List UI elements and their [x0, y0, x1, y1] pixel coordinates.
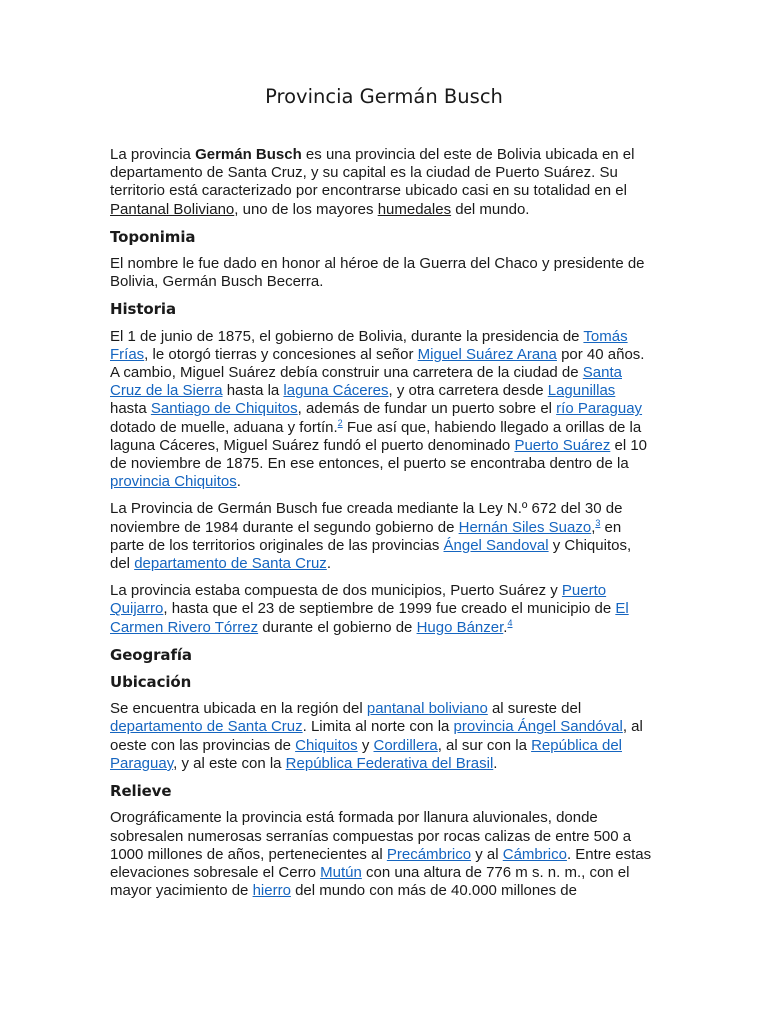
link-republica-federativa-del-brasil[interactable]: República Federativa del Brasil — [285, 754, 494, 772]
link-hierro[interactable]: hierro — [252, 882, 291, 900]
toponimia-paragraph: El nombre le fue dado en honor al héroe de la Guerra del Chaco y presidente de Bolivia, Germán Busch Becerra. — [110, 255, 645, 291]
text-run: y al — [471, 845, 503, 863]
link-republica-del-paraguay[interactable]: República del Paraguay — [110, 736, 622, 772]
text-run: durante el gobierno de — [258, 618, 417, 636]
link-cambrico[interactable]: Cámbrico — [502, 845, 567, 863]
ubicacion-paragraph — [110, 700, 655, 773]
link-puerto-quijarro[interactable]: Puerto Quijarro — [110, 582, 607, 618]
historia-paragraph-2 — [110, 500, 655, 573]
text-run: La provincia — [110, 146, 196, 163]
link-santiago-de-chiquitos[interactable]: Santiago de Chiquitos — [150, 400, 298, 418]
relieve-paragraph — [110, 809, 655, 900]
text-run: . Limita al norte con la — [302, 718, 454, 736]
reference-link[interactable]: 3 — [595, 517, 601, 528]
subsection-heading-ubicacion: Ubicación — [110, 673, 192, 692]
link-hugo-banzer[interactable]: Hugo Bánzer — [416, 618, 504, 636]
text-run: con una altura de 776 m s. n. m., con el mayor yacimiento de — [110, 863, 630, 900]
link-tomas-frias[interactable]: Tomás Frías — [110, 327, 628, 363]
humedales-underlined: humedales — [377, 200, 452, 218]
section-heading-historia: Historia — [110, 300, 176, 319]
link-miguel-suarez-arana[interactable]: Miguel Suárez Arana — [417, 345, 557, 363]
pantanal-underlined: Pantanal Boliviano — [110, 200, 235, 218]
text-run: del mundo con más de 40.000 millones de — [290, 882, 577, 900]
text-run: del mundo. — [451, 200, 530, 218]
link-mutun[interactable]: Mutún — [320, 863, 362, 881]
link-laguna-caceres[interactable]: laguna Cáceres — [283, 382, 389, 400]
text-run: . Entre estas elevaciones sobresale el Cerro — [110, 845, 652, 881]
text-run: y Chiquitos, del — [110, 536, 632, 573]
text-run: . — [503, 618, 508, 636]
page-title: Provincia Germán Busch — [265, 85, 503, 108]
text-run: , le otorgó tierras y concesiones al señor — [144, 345, 418, 363]
link-pantanal-boliviano[interactable]: pantanal boliviano — [366, 700, 488, 718]
article-body — [110, 146, 655, 909]
link-hernan-siles-suazo[interactable]: Hernán Siles Suazo — [458, 518, 592, 536]
section-heading-toponimia: Toponimia — [110, 227, 196, 246]
text-run: . — [493, 754, 498, 772]
link-cordillera[interactable]: Cordillera — [373, 736, 438, 754]
text-run: el 10 de noviembre de 1875. En ese entonces, el puerto se encontraba dentro de la — [110, 436, 648, 473]
intro-paragraph — [110, 146, 655, 219]
text-run: al sureste del — [487, 700, 582, 718]
link-angel-sandoval[interactable]: Ángel Sandoval — [443, 536, 549, 554]
text-run: , uno de los mayores — [234, 200, 378, 218]
text-run: dotado de muelle, aduana y fortín. — [110, 418, 338, 436]
province-name-bold: Germán Busch — [195, 146, 302, 163]
reference-superscript — [507, 618, 512, 628]
text-run: , además de fundar un puerto sobre el — [297, 400, 557, 418]
link-puerto-suarez[interactable]: Puerto Suárez — [514, 436, 611, 454]
link-lagunillas[interactable]: Lagunillas — [547, 382, 616, 400]
link-provincia-angel-sandoval[interactable]: provincia Ángel Sandóval — [453, 718, 623, 736]
reference-link[interactable]: 4 — [507, 617, 513, 628]
text-run: , hasta que el 23 de septiembre de 1999 fue creado el municipio de — [163, 600, 616, 618]
text-run: hasta la — [222, 382, 284, 400]
historia-paragraph-3 — [110, 582, 655, 637]
link-departamento-santa-cruz[interactable]: departamento de Santa Cruz — [110, 718, 303, 736]
text-run: . — [236, 473, 241, 491]
link-precambrico[interactable]: Precámbrico — [386, 845, 472, 863]
link-chiquitos[interactable]: Chiquitos — [295, 736, 358, 754]
text-run: , al oeste con las provincias de — [110, 718, 643, 754]
text-run: es una provincia del este de Bolivia ubicada en el departamento de Santa Cruz, y su capital es la ciudad de Puerto Suárez. Su territorio está caracterizado por encontrarse ubicado casi en su totalidad en el — [110, 146, 635, 200]
historia-paragraph-1 — [110, 328, 655, 492]
link-provincia-chiquitos[interactable]: provincia Chiquitos — [110, 473, 237, 491]
text-run: . — [326, 555, 331, 573]
text-run: El 1 de junio de 1875, el gobierno de Bolivia, durante la presidencia de — [110, 327, 584, 345]
link-el-carmen-rivero-torrez[interactable]: El Carmen Rivero Tórrez — [110, 600, 629, 636]
reference-link[interactable]: 2 — [337, 417, 343, 428]
link-rio-paraguay[interactable]: río Paraguay — [556, 400, 643, 418]
text-run: Se encuentra ubicada en la región del — [110, 700, 367, 718]
text-run: en parte de los territorios originales de las provincias — [110, 518, 622, 554]
text-run: Fue así que, habiendo llegado a orillas de la laguna Cáceres, Miguel Suárez fundó el puerto denominado — [110, 418, 642, 454]
text-run: , al sur con la — [437, 736, 532, 754]
section-heading-geografia: Geografía — [110, 645, 192, 664]
text-run: hasta — [110, 400, 151, 418]
text-run: Orográficamente la provincia está formada por llanura aluvionales, donde sobresalen numerosas serranías compuestas por rocas calizas de entre 500 a 1000 millones de años, pertenecientes al — [110, 809, 632, 863]
text-run: y — [357, 736, 374, 754]
text-run: La provincia estaba compuesta de dos municipios, Puerto Suárez y — [110, 582, 562, 600]
text-run: La Provincia de Germán Busch fue creada mediante la Ley N.º 672 del 30 de noviembre de 1984 durante el segundo gobierno de — [110, 500, 623, 536]
link-santa-cruz-de-la-sierra[interactable]: Santa Cruz de la Sierra — [110, 364, 622, 400]
text-run: por 40 años. A cambio, Miguel Suárez debía construir una carretera de la ciudad de — [110, 345, 645, 382]
text-run: , y al este con la — [173, 754, 286, 772]
text-run: , y otra carretera desde — [388, 382, 548, 400]
text-run: , — [591, 518, 596, 536]
link-departamento-santa-cruz[interactable]: departamento de Santa Cruz — [134, 555, 327, 573]
subsection-heading-relieve: Relieve — [110, 782, 172, 801]
